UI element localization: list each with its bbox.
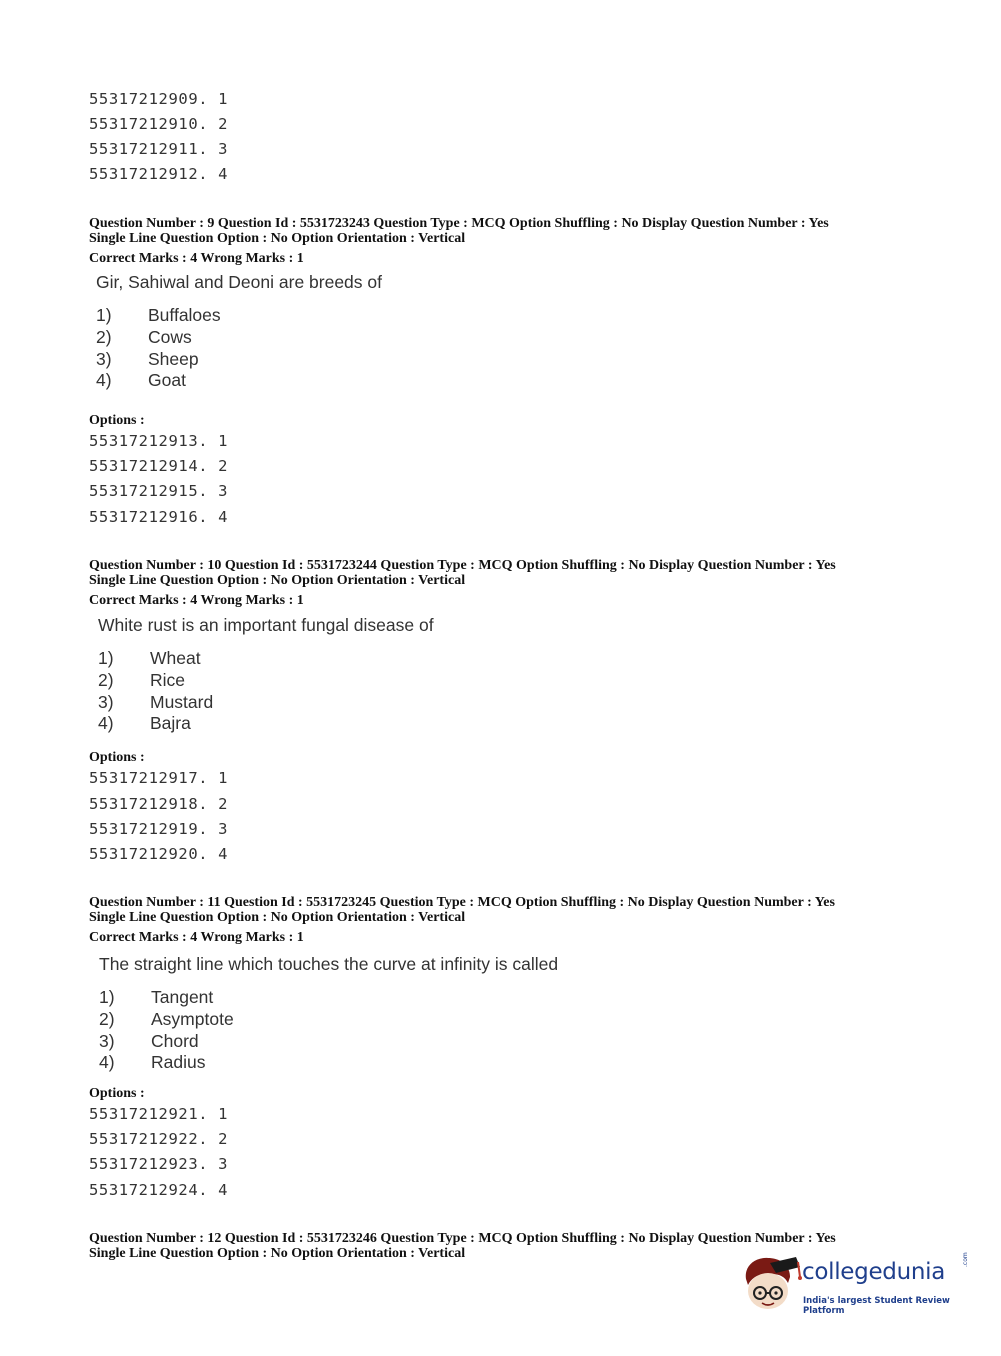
choice-number: 4)	[98, 713, 114, 733]
question-meta: Single Line Question Option : No Option Orientation : Vertical	[89, 910, 466, 925]
choice-label: Wheat	[150, 648, 201, 668]
question-meta: Question Number : 9 Question Id : 5531723243 Question Type : MCQ Option Shuffling : No Display Question Number : Yes	[89, 216, 829, 231]
choice-number: 4)	[96, 370, 112, 390]
choice-number: 1)	[96, 305, 112, 325]
choice-number: 2)	[98, 670, 114, 690]
options-heading: Options :	[89, 1086, 145, 1101]
choice-label: Chord	[151, 1031, 199, 1051]
choice-number: 1)	[98, 648, 114, 668]
answer-choice	[96, 305, 221, 326]
question-text: The straight line which touches the curve at infinity is called	[99, 954, 559, 974]
answer-choice	[98, 713, 191, 734]
option-id: 55317212912. 4	[89, 165, 229, 183]
answer-choice	[99, 1052, 205, 1073]
option-id: 55317212914. 2	[89, 457, 229, 475]
option-id: 55317212910. 2	[89, 115, 229, 133]
question-meta: Question Number : 12 Question Id : 5531723246 Question Type : MCQ Option Shuffling : No Display Question Number : Yes	[89, 1231, 836, 1246]
choice-number: 3)	[98, 692, 114, 712]
question-meta: Single Line Question Option : No Option Orientation : Vertical	[89, 1246, 466, 1261]
question-text: Gir, Sahiwal and Deoni are breeds of	[96, 272, 382, 292]
choice-number: 1)	[99, 987, 115, 1007]
option-id: 55317212913. 1	[89, 432, 229, 450]
logo-suffix: .com	[962, 1252, 969, 1267]
choice-label: Cows	[148, 327, 192, 347]
option-id: 55317212922. 2	[89, 1130, 229, 1148]
answer-choice	[98, 692, 213, 713]
logo-tagline: India's largest Student Review Platform	[803, 1296, 950, 1316]
choice-label: Buffaloes	[148, 305, 221, 325]
answer-choice	[99, 1009, 234, 1030]
collegedunia-logo	[740, 1253, 970, 1315]
option-id: 55317212919. 3	[89, 820, 229, 838]
option-id: 55317212920. 4	[89, 845, 229, 863]
option-id: 55317212917. 1	[89, 769, 229, 787]
choice-number: 2)	[96, 327, 112, 347]
answer-choice	[96, 349, 199, 370]
choice-label: Mustard	[150, 692, 214, 712]
choice-number: 3)	[96, 349, 112, 369]
choice-label: Tangent	[151, 987, 214, 1007]
answer-choice	[98, 670, 185, 691]
question-meta: Question Number : 11 Question Id : 5531723245 Question Type : MCQ Option Shuffling : No Display Question Number : Yes	[89, 895, 835, 910]
question-meta: Single Line Question Option : No Option Orientation : Vertical	[89, 573, 466, 588]
choice-number: 4)	[99, 1052, 115, 1072]
answer-choice	[96, 370, 186, 391]
question-meta: Question Number : 10 Question Id : 5531723244 Question Type : MCQ Option Shuffling : No Display Question Number : Yes	[89, 558, 836, 573]
question-marks: Correct Marks : 4 Wrong Marks : 1	[89, 251, 304, 266]
options-heading: Options :	[89, 750, 145, 765]
choice-label: Radius	[151, 1052, 206, 1072]
choice-label: Goat	[148, 370, 186, 390]
mascot-icon	[740, 1253, 802, 1315]
option-id: 55317212915. 3	[89, 482, 229, 500]
logo-wordmark: collegedunia	[802, 1259, 946, 1285]
options-heading: Options :	[89, 413, 145, 428]
question-marks: Correct Marks : 4 Wrong Marks : 1	[89, 593, 304, 608]
question-meta: Single Line Question Option : No Option Orientation : Vertical	[89, 231, 466, 246]
answer-choice	[99, 1031, 199, 1052]
choice-label: Sheep	[148, 349, 199, 369]
answer-choice	[96, 327, 192, 348]
choice-label: Asymptote	[151, 1009, 234, 1029]
choice-number: 2)	[99, 1009, 115, 1029]
answer-choice	[98, 648, 201, 669]
option-id: 55317212916. 4	[89, 508, 229, 526]
option-id: 55317212909. 1	[89, 90, 229, 108]
option-id: 55317212921. 1	[89, 1105, 229, 1123]
choice-number: 3)	[99, 1031, 115, 1051]
option-id: 55317212924. 4	[89, 1181, 229, 1199]
choice-label: Rice	[150, 670, 186, 690]
option-id: 55317212923. 3	[89, 1155, 229, 1173]
question-text: White rust is an important fungal disease of	[98, 615, 434, 635]
choice-label: Bajra	[150, 713, 191, 733]
option-id: 55317212918. 2	[89, 795, 229, 813]
option-id: 55317212911. 3	[89, 140, 229, 158]
question-marks: Correct Marks : 4 Wrong Marks : 1	[89, 930, 304, 945]
answer-choice	[99, 987, 213, 1008]
